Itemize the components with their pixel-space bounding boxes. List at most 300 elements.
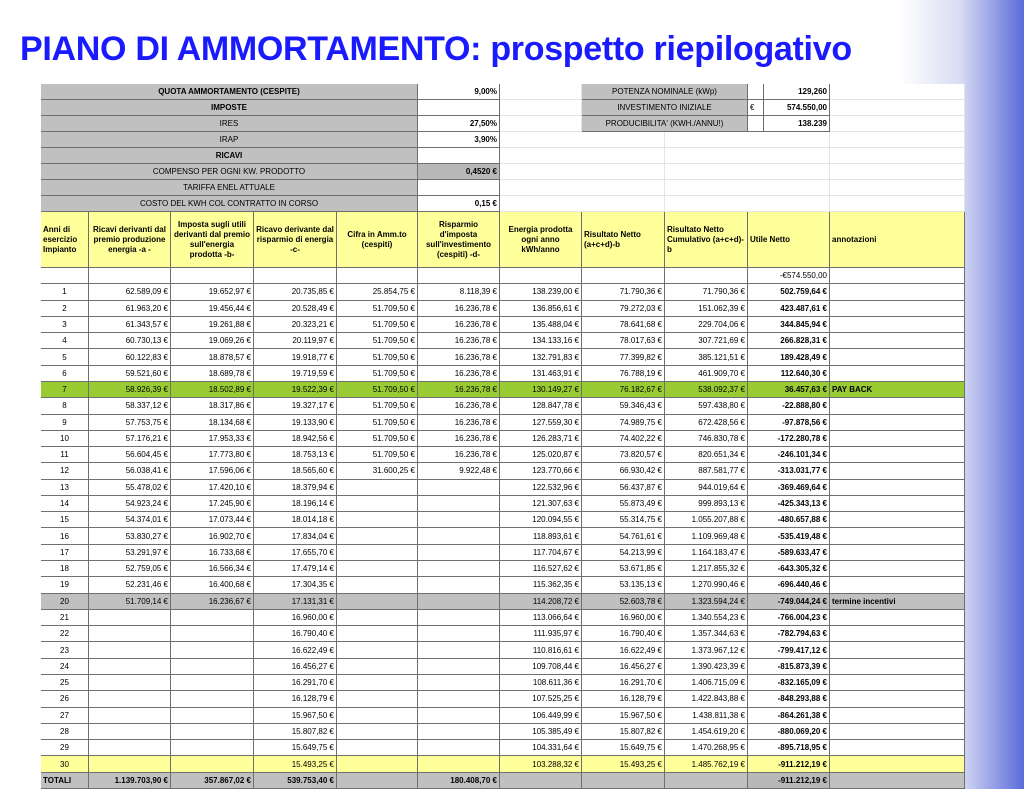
table-cell: 55.478,02 € <box>89 480 171 496</box>
param-right-value: 574.550,00 <box>764 100 830 116</box>
grid-cell <box>665 164 830 180</box>
table-cell: 999.893,13 € <box>665 496 748 512</box>
table-cell: 16.236,78 € <box>418 415 500 431</box>
table-cell: 107.525,25 € <box>500 691 582 707</box>
row-year: 20 <box>41 594 89 610</box>
table-cell <box>41 268 89 284</box>
table-cell <box>418 740 500 756</box>
table-cell: -911.212,19 € <box>748 756 830 772</box>
table-cell: 51.709,50 € <box>337 398 418 414</box>
table-cell: -766.004,23 € <box>748 610 830 626</box>
table-cell: 16.236,78 € <box>418 382 500 398</box>
table-cell: 18.502,89 € <box>171 382 254 398</box>
row-note <box>830 691 965 707</box>
totals-value: 180.408,70 € <box>418 773 500 789</box>
table-cell: 51.709,50 € <box>337 382 418 398</box>
row-year: 24 <box>41 659 89 675</box>
table-cell: 597.438,80 € <box>665 398 748 414</box>
table-cell: 15.967,50 € <box>582 708 665 724</box>
row-year: 3 <box>41 317 89 333</box>
table-cell: 15.807,82 € <box>582 724 665 740</box>
table-cell: 538.092,37 € <box>665 382 748 398</box>
table-cell: 16.622,49 € <box>582 642 665 658</box>
totals-cell <box>500 773 582 789</box>
table-cell: 17.420,10 € <box>171 480 254 496</box>
table-cell: 53.671,85 € <box>582 561 665 577</box>
row-year: 26 <box>41 691 89 707</box>
table-cell: 51.709,50 € <box>337 447 418 463</box>
table-cell: 51.709,50 € <box>337 349 418 365</box>
table-cell: 55.873,49 € <box>582 496 665 512</box>
row-year: 21 <box>41 610 89 626</box>
table-cell <box>337 626 418 642</box>
column-header: annotazioni <box>830 212 965 268</box>
table-cell: 18.753,13 € <box>254 447 337 463</box>
table-cell: 20.323,21 € <box>254 317 337 333</box>
row-note <box>830 415 965 431</box>
table-cell: -22.888,80 € <box>748 398 830 414</box>
table-cell: 19.327,17 € <box>254 398 337 414</box>
table-cell: 109.708,44 € <box>500 659 582 675</box>
param-label: QUOTA AMMORTAMENTO (CESPITE) <box>41 84 418 100</box>
table-cell <box>171 675 254 691</box>
table-cell: 106.449,99 € <box>500 708 582 724</box>
table-cell <box>337 268 418 284</box>
table-cell <box>582 268 665 284</box>
table-cell: -425.343,13 € <box>748 496 830 512</box>
table-cell: 20.528,49 € <box>254 301 337 317</box>
row-year: 18 <box>41 561 89 577</box>
table-cell: 52.603,78 € <box>582 594 665 610</box>
table-cell <box>89 268 171 284</box>
table-cell: 58.926,39 € <box>89 382 171 398</box>
table-cell: -643.305,32 € <box>748 561 830 577</box>
row-year: 10 <box>41 431 89 447</box>
table-cell: 20.735,85 € <box>254 284 337 300</box>
table-cell: 15.649,75 € <box>582 740 665 756</box>
table-cell <box>171 610 254 626</box>
table-cell: 66.930,42 € <box>582 463 665 479</box>
table-cell: 120.094,55 € <box>500 512 582 528</box>
table-cell: 19.522,39 € <box>254 382 337 398</box>
table-cell: 16.566,34 € <box>171 561 254 577</box>
table-cell <box>89 724 171 740</box>
row-year: 7 <box>41 382 89 398</box>
table-cell: 117.704,67 € <box>500 545 582 561</box>
param-right-label: INVESTIMENTO INIZIALE <box>582 100 748 116</box>
row-note <box>830 349 965 365</box>
table-cell: 19.069,26 € <box>171 333 254 349</box>
table-cell <box>337 512 418 528</box>
column-header: Imposta sugli utili derivanti dal premio sull'energia prodotta -b- <box>171 212 254 268</box>
table-cell: 423.487,61 € <box>748 301 830 317</box>
table-cell: 113.066,64 € <box>500 610 582 626</box>
table-cell: 672.428,56 € <box>665 415 748 431</box>
table-cell: 18.689,78 € <box>171 366 254 382</box>
table-cell <box>171 708 254 724</box>
param-right-currency: € <box>748 100 764 116</box>
table-cell: 16.236,78 € <box>418 431 500 447</box>
table-cell: -313.031,77 € <box>748 463 830 479</box>
table-cell <box>337 496 418 512</box>
table-cell: 944.019,64 € <box>665 480 748 496</box>
table-cell: 60.122,83 € <box>89 349 171 365</box>
grid-cell <box>830 84 965 100</box>
param-label: COSTO DEL KWH COL CONTRATTO IN CORSO <box>41 196 418 212</box>
row-note <box>830 528 965 544</box>
table-cell <box>171 659 254 675</box>
grid-cell <box>500 148 665 164</box>
table-cell: 17.953,33 € <box>171 431 254 447</box>
param-label: IRAP <box>41 132 418 148</box>
table-cell: 1.485.762,19 € <box>665 756 748 772</box>
table-cell: 115.362,35 € <box>500 577 582 593</box>
table-cell: 16.622,49 € <box>254 642 337 658</box>
table-cell: 385.121,51 € <box>665 349 748 365</box>
table-cell <box>89 708 171 724</box>
row-year: 9 <box>41 415 89 431</box>
row-note <box>830 642 965 658</box>
table-cell <box>89 626 171 642</box>
table-cell <box>500 268 582 284</box>
table-cell: 17.834,04 € <box>254 528 337 544</box>
table-cell <box>337 642 418 658</box>
grid-cell <box>830 196 965 212</box>
param-value <box>418 148 500 164</box>
table-cell: 18.942,56 € <box>254 431 337 447</box>
table-cell: 1.323.594,24 € <box>665 594 748 610</box>
table-cell: 52.231,46 € <box>89 577 171 593</box>
table-cell: 60.730,13 € <box>89 333 171 349</box>
table-cell: 17.479,14 € <box>254 561 337 577</box>
table-cell: 19.261,88 € <box>171 317 254 333</box>
table-cell: -864.261,38 € <box>748 708 830 724</box>
grid-cell <box>500 116 582 132</box>
table-cell: 18.878,57 € <box>171 349 254 365</box>
table-cell: 31.600,25 € <box>337 463 418 479</box>
table-cell: 16.236,78 € <box>418 301 500 317</box>
totals-cell <box>665 773 748 789</box>
table-cell <box>418 561 500 577</box>
table-cell: -880.069,20 € <box>748 724 830 740</box>
table-cell: 1.373.967,12 € <box>665 642 748 658</box>
totals-cell <box>337 773 418 789</box>
table-cell: 344.845,94 € <box>748 317 830 333</box>
table-cell: 16.236,78 € <box>418 333 500 349</box>
row-note <box>830 447 965 463</box>
row-note <box>830 496 965 512</box>
table-cell: 111.935,97 € <box>500 626 582 642</box>
param-label: TARIFFA ENEL ATTUALE <box>41 180 418 196</box>
table-cell: 502.759,64 € <box>748 284 830 300</box>
column-header: Risparmio d'imposta sull'investimento (cespiti) -d- <box>418 212 500 268</box>
table-cell: -480.657,88 € <box>748 512 830 528</box>
table-cell <box>418 512 500 528</box>
table-cell: 1.109.969,48 € <box>665 528 748 544</box>
row-year: 28 <box>41 724 89 740</box>
table-cell <box>89 691 171 707</box>
grid-cell <box>830 116 965 132</box>
table-cell <box>337 545 418 561</box>
table-cell: 151.062,39 € <box>665 301 748 317</box>
table-cell: 116.527,62 € <box>500 561 582 577</box>
param-label: IMPOSTE <box>41 100 418 116</box>
row-note <box>830 610 965 626</box>
grid-cell <box>830 180 965 196</box>
table-cell: 1.340.554,23 € <box>665 610 748 626</box>
table-cell: 17.073,44 € <box>171 512 254 528</box>
table-cell: 54.761,61 € <box>582 528 665 544</box>
table-cell: -815.873,39 € <box>748 659 830 675</box>
table-cell <box>171 756 254 772</box>
param-value: 0,15 € <box>418 196 500 212</box>
table-cell: 135.488,04 € <box>500 317 582 333</box>
table-cell <box>171 724 254 740</box>
table-cell: 18.379,94 € <box>254 480 337 496</box>
table-cell <box>418 626 500 642</box>
param-right-value: 129,260 <box>764 84 830 100</box>
table-cell: 51.709,14 € <box>89 594 171 610</box>
table-cell <box>337 740 418 756</box>
table-cell: 127.559,30 € <box>500 415 582 431</box>
row-note <box>830 480 965 496</box>
table-cell: 79.272,03 € <box>582 301 665 317</box>
table-cell: 16.236,78 € <box>418 317 500 333</box>
grid-cell <box>500 100 582 116</box>
column-header: Ricavo derivante dal risparmio di energia -c- <box>254 212 337 268</box>
table-cell: 54.213,99 € <box>582 545 665 561</box>
table-cell: 15.807,82 € <box>254 724 337 740</box>
table-cell <box>418 577 500 593</box>
row-year: 6 <box>41 366 89 382</box>
table-cell: 108.611,36 € <box>500 675 582 691</box>
column-header: Risultato Netto (a+c+d)-b <box>582 212 665 268</box>
table-cell: 307.721,69 € <box>665 333 748 349</box>
row-note <box>830 626 965 642</box>
table-cell <box>337 561 418 577</box>
row-note <box>830 333 965 349</box>
table-cell: 78.641,68 € <box>582 317 665 333</box>
table-cell: 57.753,75 € <box>89 415 171 431</box>
table-cell: -535.419,48 € <box>748 528 830 544</box>
row-year: 2 <box>41 301 89 317</box>
param-value: 27,50% <box>418 116 500 132</box>
table-cell: 61.963,20 € <box>89 301 171 317</box>
row-note <box>830 301 965 317</box>
table-cell: 19.456,44 € <box>171 301 254 317</box>
grid-cell <box>830 100 965 116</box>
row-note <box>830 463 965 479</box>
row-note <box>830 659 965 675</box>
table-cell: 105.385,49 € <box>500 724 582 740</box>
table-cell: 118.893,61 € <box>500 528 582 544</box>
row-note <box>830 740 965 756</box>
row-year: 19 <box>41 577 89 593</box>
row-note <box>830 431 965 447</box>
totals-value: 539.753,40 € <box>254 773 337 789</box>
table-cell: 18.014,18 € <box>254 512 337 528</box>
column-header: Energia prodotta ogni anno kWh/anno <box>500 212 582 268</box>
table-cell <box>418 268 500 284</box>
grid-cell <box>830 148 965 164</box>
table-cell: 138.239,00 € <box>500 284 582 300</box>
totals-cell <box>582 773 665 789</box>
table-cell: 820.651,34 € <box>665 447 748 463</box>
table-cell: 1.390.423,39 € <box>665 659 748 675</box>
row-year: 5 <box>41 349 89 365</box>
table-cell: 103.288,32 € <box>500 756 582 772</box>
table-cell: 16.128,79 € <box>254 691 337 707</box>
column-header: Risultato Netto Cumulativo (a+c+d)-b <box>665 212 748 268</box>
row-note <box>830 284 965 300</box>
grid-cell <box>500 164 665 180</box>
table-cell: 73.820,57 € <box>582 447 665 463</box>
spreadsheet <box>41 84 965 785</box>
table-cell: 51.709,50 € <box>337 366 418 382</box>
row-note <box>830 561 965 577</box>
table-cell <box>89 675 171 691</box>
table-cell: 189.428,49 € <box>748 349 830 365</box>
grid-cell <box>665 132 830 148</box>
table-cell <box>418 724 500 740</box>
table-cell: 128.847,78 € <box>500 398 582 414</box>
table-cell: 19.719,59 € <box>254 366 337 382</box>
table-cell: -832.165,09 € <box>748 675 830 691</box>
table-cell <box>337 675 418 691</box>
column-header: Anni di esercizio Impianto <box>41 212 89 268</box>
param-label: IRES <box>41 116 418 132</box>
table-cell: 114.208,72 € <box>500 594 582 610</box>
table-cell <box>337 724 418 740</box>
table-cell: -172.280,78 € <box>748 431 830 447</box>
table-cell <box>665 268 748 284</box>
row-year: 4 <box>41 333 89 349</box>
table-cell: 887.581,77 € <box>665 463 748 479</box>
column-header: Ricavi derivanti dal premio produzione energia -a - <box>89 212 171 268</box>
grid-cell <box>500 84 582 100</box>
table-cell: 59.346,43 € <box>582 398 665 414</box>
row-year: 23 <box>41 642 89 658</box>
table-cell: 62.589,09 € <box>89 284 171 300</box>
table-cell: 16.236,78 € <box>418 366 500 382</box>
table-cell <box>337 480 418 496</box>
row-year: 8 <box>41 398 89 414</box>
table-cell: 17.131,31 € <box>254 594 337 610</box>
table-cell: 53.291,97 € <box>89 545 171 561</box>
table-cell: 16.236,67 € <box>171 594 254 610</box>
table-cell <box>337 528 418 544</box>
table-cell: 16.128,79 € <box>582 691 665 707</box>
row-note <box>830 675 965 691</box>
table-cell <box>89 610 171 626</box>
table-cell: 8.118,39 € <box>418 284 500 300</box>
row-year: 25 <box>41 675 89 691</box>
table-cell <box>418 708 500 724</box>
table-cell: 58.337,12 € <box>89 398 171 414</box>
table-cell: 125.020,87 € <box>500 447 582 463</box>
table-cell: -782.794,63 € <box>748 626 830 642</box>
table-cell: 229.704,06 € <box>665 317 748 333</box>
row-year: 15 <box>41 512 89 528</box>
param-right-currency <box>748 84 764 100</box>
table-cell: 77.399,82 € <box>582 349 665 365</box>
table-cell: 16.456,27 € <box>254 659 337 675</box>
table-cell: 74.402,22 € <box>582 431 665 447</box>
table-cell <box>418 528 500 544</box>
row-year: 30 <box>41 756 89 772</box>
table-cell <box>171 626 254 642</box>
table-cell: 19.918,77 € <box>254 349 337 365</box>
table-cell: 51.709,50 € <box>337 431 418 447</box>
table-cell: 54.923,24 € <box>89 496 171 512</box>
grid-cell <box>500 132 665 148</box>
table-cell: 1.454.619,20 € <box>665 724 748 740</box>
table-cell <box>418 675 500 691</box>
grid-cell <box>830 164 965 180</box>
table-cell: -749.044,24 € <box>748 594 830 610</box>
table-cell: 9.922,48 € <box>418 463 500 479</box>
table-cell: 17.773,80 € <box>171 447 254 463</box>
row-note <box>830 398 965 414</box>
table-cell: -895.718,95 € <box>748 740 830 756</box>
row-note <box>830 512 965 528</box>
table-cell <box>418 659 500 675</box>
table-cell: -369.469,64 € <box>748 480 830 496</box>
param-label: RICAVI <box>41 148 418 164</box>
initial-net-value: -€574.550,00 <box>748 268 830 284</box>
table-cell: -848.293,88 € <box>748 691 830 707</box>
row-note <box>830 708 965 724</box>
row-year: 11 <box>41 447 89 463</box>
row-year: 22 <box>41 626 89 642</box>
table-cell: 76.182,67 € <box>582 382 665 398</box>
row-note <box>830 545 965 561</box>
table-cell <box>337 577 418 593</box>
table-cell: 18.134,68 € <box>171 415 254 431</box>
table-cell: 122.532,96 € <box>500 480 582 496</box>
table-cell: 16.960,00 € <box>582 610 665 626</box>
table-cell <box>337 691 418 707</box>
table-cell: 15.493,25 € <box>254 756 337 772</box>
totals-value: 1.139.703,90 € <box>89 773 171 789</box>
param-value: 9,00% <box>418 84 500 100</box>
table-cell: 54.374,01 € <box>89 512 171 528</box>
table-cell: 131.463,91 € <box>500 366 582 382</box>
table-cell: 51.709,50 € <box>337 415 418 431</box>
row-year: 1 <box>41 284 89 300</box>
table-cell <box>171 740 254 756</box>
param-right-currency <box>748 116 764 132</box>
table-cell: 16.291,70 € <box>582 675 665 691</box>
table-cell: 53.830,27 € <box>89 528 171 544</box>
table-cell: 17.304,35 € <box>254 577 337 593</box>
table-cell: -799.417,12 € <box>748 642 830 658</box>
param-right-label: POTENZA NOMINALE (kWp) <box>582 84 748 100</box>
page-title: PIANO DI AMMORTAMENTO: prospetto riepilogativo <box>20 30 852 68</box>
row-note <box>830 724 965 740</box>
table-cell: 1.422.843,88 € <box>665 691 748 707</box>
table-cell <box>418 691 500 707</box>
table-cell <box>418 496 500 512</box>
table-cell: 15.649,75 € <box>254 740 337 756</box>
table-cell <box>337 756 418 772</box>
table-cell: 56.038,41 € <box>89 463 171 479</box>
row-note <box>830 317 965 333</box>
table-cell: 461.909,70 € <box>665 366 748 382</box>
table-cell: 16.236,78 € <box>418 349 500 365</box>
table-cell <box>337 659 418 675</box>
table-cell: 25.854,75 € <box>337 284 418 300</box>
